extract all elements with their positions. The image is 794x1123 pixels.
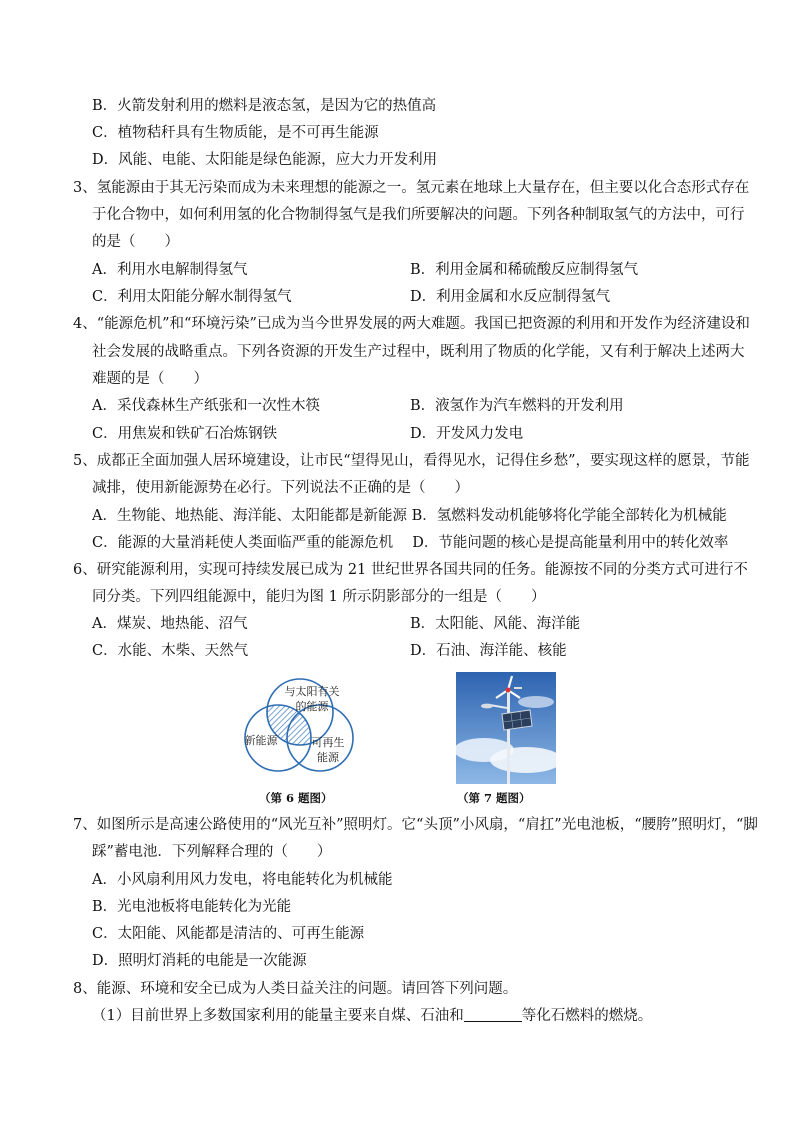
venn-label-new: 新能源	[244, 734, 278, 747]
solar-panel-icon	[502, 710, 532, 730]
option-text: D．风能、电能、太阳能是绿色能源，应大力开发利用	[92, 152, 438, 168]
question-8-part-1-text-end: 等化石燃料的燃烧。	[521, 1008, 653, 1024]
venn-label-sun: 与太阳有关	[284, 685, 340, 698]
question-3-stem: 的是（ ）	[92, 234, 179, 250]
option-text: C．植物秸秆具有生物质能，是不可再生能源	[92, 125, 379, 141]
question-6-option-c: C．水能、木柴、天然气	[92, 643, 249, 659]
figure-6-caption: （第 6 题图）	[259, 791, 333, 805]
figure-7-caption: （第 7 题图）	[457, 791, 531, 805]
question-8-part-1-text: （1）目前世界上多数国家利用的能量主要来自煤、石油和	[92, 1008, 464, 1024]
question-3-option-d: D．利用金属和水反应制得氢气	[410, 289, 611, 305]
question-3-option-a: A．利用水电解制得氢气	[92, 262, 248, 278]
question-7-stem: 踩”蓄电池．下列解释合理的（ ）	[92, 844, 332, 860]
question-5-options-ab: A．生物能、地热能、海洋能、太阳能都是新能源 B．氢燃料发动机能够将化学能全部转化为机械能	[92, 508, 727, 524]
venn-label-sun: 的能源	[295, 700, 329, 713]
question-4-stem: 难题的是（ ）	[92, 371, 208, 387]
answer-blank[interactable]	[464, 1007, 522, 1022]
question-6-stem: 6、研究能源利用，实现可持续发展已成为 21 世纪世界各国共同的任务。能源按不同的分类方式可进行不	[73, 562, 748, 578]
question-8-part-1	[92, 1006, 652, 1026]
question-7-option-c: C．太阳能、风能都是清洁的、可再生能源	[92, 926, 365, 942]
figures-row	[0, 664, 794, 814]
question-5-stem: 减排，使用新能源势在必行。下列说法不正确的是（ ）	[92, 480, 469, 496]
question-6-stem: 同分类。下列四组能源中，能归为图 1 所示阴影部分的一组是（ ）	[92, 589, 546, 605]
question-7-option-b: B．光电池板将电能转化为光能	[92, 899, 292, 915]
question-3-option-b: B．利用金属和稀硫酸反应制得氢气	[410, 262, 639, 278]
question-4-option-c: C．用焦炭和铁矿石冶炼钢铁	[92, 426, 278, 442]
question-4-option-b: B．液氢作为汽车燃料的开发利用	[410, 398, 624, 414]
question-4-option-a: A．采伐森林生产纸张和一次性木筷	[92, 398, 320, 414]
venn-label-renewable: 能源	[317, 751, 339, 764]
question-7-option-d: D．照明灯消耗的电能是一次能源	[92, 953, 307, 969]
venn-diagram	[228, 672, 368, 792]
question-3-stem: 3、氢能源由于其无污染而成为未来理想的能源之一。氢元素在地球上大量存在，但主要以化合态形式存在	[73, 180, 750, 196]
question-7-stem: 7、如图所示是高速公路使用的“风光互补”照明灯。它“头顶”小风扇，“肩扛”光电池板，“腰胯”照明灯，“脚	[73, 817, 758, 833]
question-3-stem: 于化合物中，如何利用氢的化合物制得氢气是我们所要解决的问题。下列各种制取氢气的方法中，可行	[92, 207, 745, 223]
question-5-stem: 5、成都正全面加强人居环境建设，让市民“望得见山，看得见水，记得住乡愁”，要实现这样的愿景，节能	[73, 453, 750, 469]
question-6-option-b: B．太阳能、风能、海洋能	[410, 616, 581, 632]
question-4-stem: 社会发展的战略重点。下列各资源的开发生产过程中，既利用了物质的化学能，又有利于解决上述两大	[92, 344, 745, 360]
question-4-option-d: D．开发风力发电	[410, 426, 524, 442]
question-5-options-cd: C．能源的大量消耗使人类面临严重的能源危机 D．节能问题的核心是提高能量利用中的转化效率	[92, 535, 729, 551]
question-4-stem: 4、“能源危机”和“环境污染”已成为当今世界发展的两大难题。我国已把资源的利用和开发作为经济建设和	[73, 316, 750, 332]
question-6-option-a: A．煤炭、地热能、沼气	[92, 616, 248, 632]
question-8-stem: 8、能源、环境和安全已成为人类日益关注的问题。请回答下列问题。	[73, 981, 518, 997]
question-7-option-a: A．小风扇利用风力发电，将电能转化为机械能	[92, 872, 393, 888]
option-text: B．火箭发射利用的燃料是液态氢，是因为它的热值高	[92, 98, 437, 114]
wind-solar-lamp-photo	[456, 672, 556, 784]
venn-label-renewable: 可再生	[311, 736, 345, 749]
question-3-option-c: C．利用太阳能分解水制得氢气	[92, 289, 292, 305]
question-6-option-d: D．石油、海洋能、核能	[410, 643, 567, 659]
